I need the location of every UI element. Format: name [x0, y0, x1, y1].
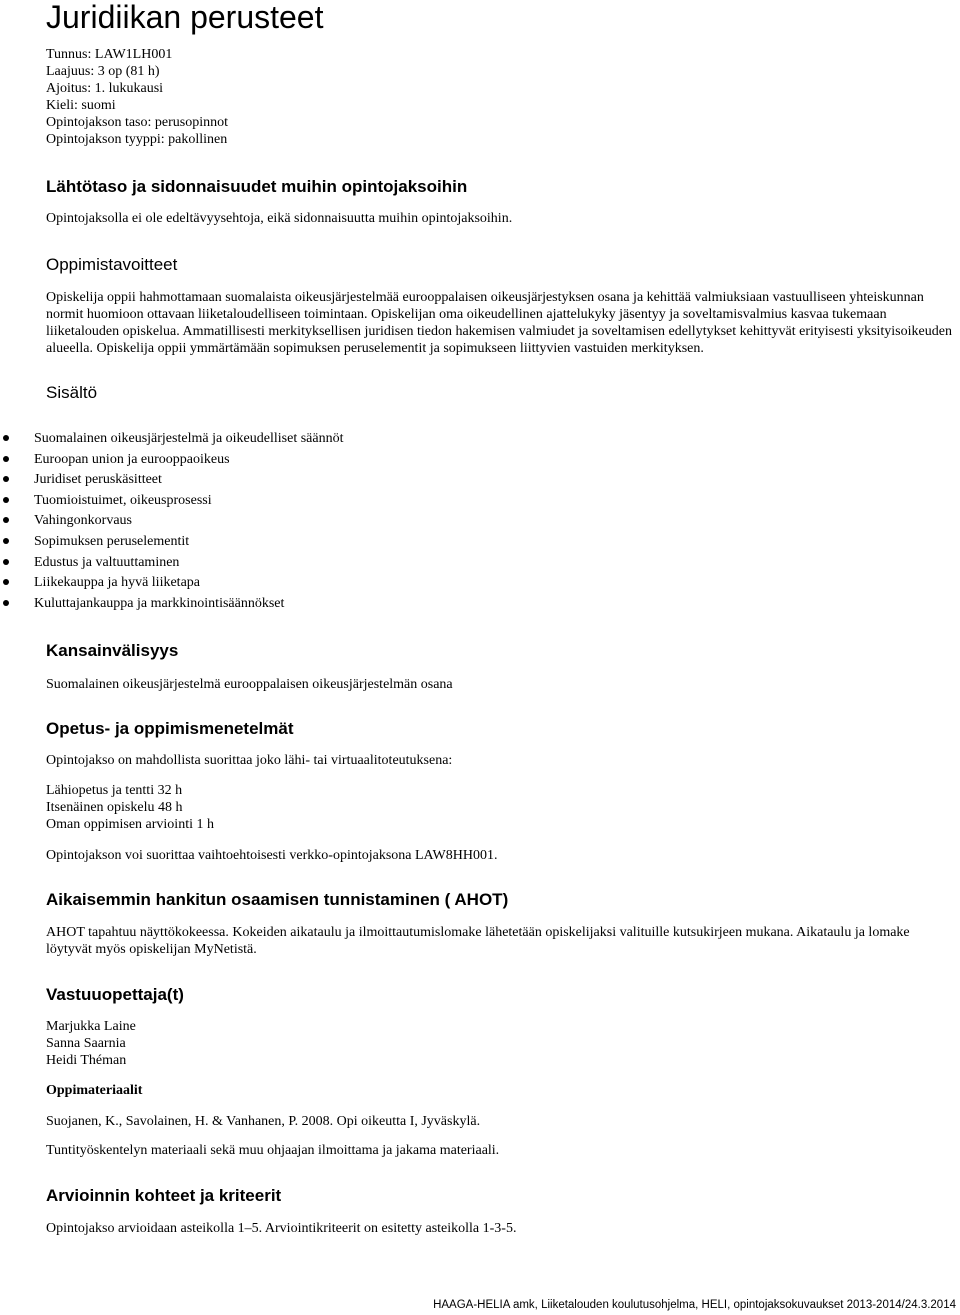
bullet-icon	[3, 600, 9, 606]
list-item-text: Euroopan union ja eurooppaoikeus	[34, 451, 230, 467]
assessment-heading: Arvioinnin kohteet ja kriteerit	[46, 1186, 282, 1205]
materials-book: Suojanen, K., Savolainen, H. & Vanhanen, P. 2008. Opi oikeutta I, Jyväskylä.	[46, 1114, 481, 1129]
methods-line: Oman oppimisen arviointi 1 h	[46, 817, 214, 832]
bullet-icon	[3, 476, 9, 482]
methods-intro: Opintojakso on mahdollista suorittaa joko lähi- tai virtuaalitoteutuksena:	[46, 753, 453, 768]
meta-scope: Laajuus: 3 op (81 h)	[46, 64, 160, 79]
methods-line: Itsenäinen opiskelu 48 h	[46, 800, 183, 815]
teacher-name: Sanna Saarnia	[46, 1036, 126, 1051]
page-title: Juridiikan perusteet	[46, 0, 324, 35]
meta-level: Opintojakson taso: perusopinnot	[46, 115, 228, 130]
list-item-text: Sopimuksen peruselementit	[34, 533, 190, 549]
meta-code: Tunnus: LAW1LH001	[46, 47, 173, 62]
list-item-text: Liikekauppa ja hyvä liiketapa	[34, 575, 200, 591]
bullet-icon	[3, 559, 9, 565]
ahot-heading: Aikaisemmin hankitun osaamisen tunnistaminen ( AHOT)	[46, 890, 509, 909]
list-item	[0, 512, 343, 533]
list-item-text: Edustus ja valtuuttaminen	[34, 554, 180, 570]
list-item	[0, 554, 343, 575]
content-heading: Sisältö	[46, 383, 98, 402]
teacher-name: Marjukka Laine	[46, 1019, 136, 1034]
bullet-icon	[3, 497, 9, 503]
list-item	[0, 471, 343, 492]
list-item-text: Vahingonkorvaus	[34, 513, 132, 529]
list-item	[0, 451, 343, 472]
objectives-heading: Oppimistavoitteet	[46, 255, 178, 274]
bullet-icon	[3, 517, 9, 523]
ahot-text: AHOT tapahtuu näyttökokeessa. Kokeiden aikataulu ja ilmoittautumislomake lähetetään opiskelijaksi valituille kutsukirjeen mukana. Aikataulu ja lomake löytyvät myös opiskelijan MyNetistä.	[46, 925, 910, 957]
list-item-text: Kuluttajankauppa ja markkinointisäännökset	[34, 595, 285, 611]
bullet-icon	[3, 538, 9, 544]
international-heading: Kansainvälisyys	[46, 641, 179, 660]
list-item	[0, 430, 343, 451]
international-text: Suomalainen oikeusjärjestelmä eurooppalaisen oikeusjärjestelmän osana	[46, 677, 453, 692]
teacher-name: Heidi Théman	[46, 1053, 127, 1068]
prerequisites-text: Opintojaksolla ei ole edeltävyysehtoja, eikä sidonnaisuutta muihin opintojaksoihin.	[46, 211, 513, 226]
list-item	[0, 533, 343, 554]
materials-heading: Oppimateriaalit	[46, 1083, 143, 1098]
list-item-text: Tuomioistuimet, oikeusprosessi	[34, 492, 212, 508]
assessment-text: Opintojakso arvioidaan asteikolla 1–5. Arviointikriteerit on esitetty asteikolla 1-3-5.	[46, 1221, 517, 1236]
methods-line: Lähiopetus ja tentti 32 h	[46, 783, 183, 798]
bullet-icon	[3, 579, 9, 585]
course-meta	[46, 46, 228, 148]
methods-hours	[46, 782, 214, 833]
bullet-icon	[3, 435, 9, 441]
methods-heading: Opetus- ja oppimismenetelmät	[46, 719, 294, 738]
prerequisites-heading: Lähtötaso ja sidonnaisuudet muihin opintojaksoihin	[46, 177, 468, 196]
meta-language: Kieli: suomi	[46, 98, 116, 113]
objectives-text: Opiskelija oppii hahmottamaan suomalaista oikeusjärjestelmää eurooppalaisen oikeusjärjestyksen osana ja kehittää valmiuksiaan vastuulliseen yhteiskunnan normit huomioon ottavaan liiketaloudelliseen toimintaan. Opiskelijan oma oikeudellinen ajattelukyky jäsentyy ja soveltamisvalmius kasvaa tukemaan liiketalouden opiskelua. Ammatillisesti merkityksellisen juridisen tiedon hakemisen valmiudet ja soveltamisen edellytykset kehittyvät erityisesti yksityisoikeuden alueella. Opiskelija oppii ymmärtämään sopimuksen peruselementit ja sopimukseen liittyvien vastuiden merkityksen.	[46, 290, 952, 356]
materials-extra: Tuntityöskentelyn materiaali sekä muu ohjaajan ilmoittama ja jakama materiaali.	[46, 1143, 500, 1158]
list-item-text: Juridiset peruskäsitteet	[34, 472, 162, 488]
methods-alt: Opintojakson voi suorittaa vaihtoehtoisesti verkko-opintojaksona LAW8HH001.	[46, 848, 498, 863]
list-item	[0, 492, 343, 513]
meta-timing: Ajoitus: 1. lukukausi	[46, 81, 164, 96]
bullet-icon	[3, 456, 9, 462]
list-item	[0, 595, 343, 616]
teachers-heading: Vastuuopettaja(t)	[46, 985, 184, 1004]
meta-type: Opintojakson tyyppi: pakollinen	[46, 132, 228, 147]
teachers-list	[46, 1018, 136, 1069]
content-list	[0, 430, 343, 615]
list-item-text: Suomalainen oikeusjärjestelmä ja oikeudelliset säännöt	[34, 431, 344, 446]
list-item	[0, 574, 343, 595]
page-footer: HAAGA-HELIA amk, Liiketalouden koulutusohjelma, HELI, opintojaksokuvaukset 2013-2014/24.3.2014	[433, 1299, 956, 1311]
